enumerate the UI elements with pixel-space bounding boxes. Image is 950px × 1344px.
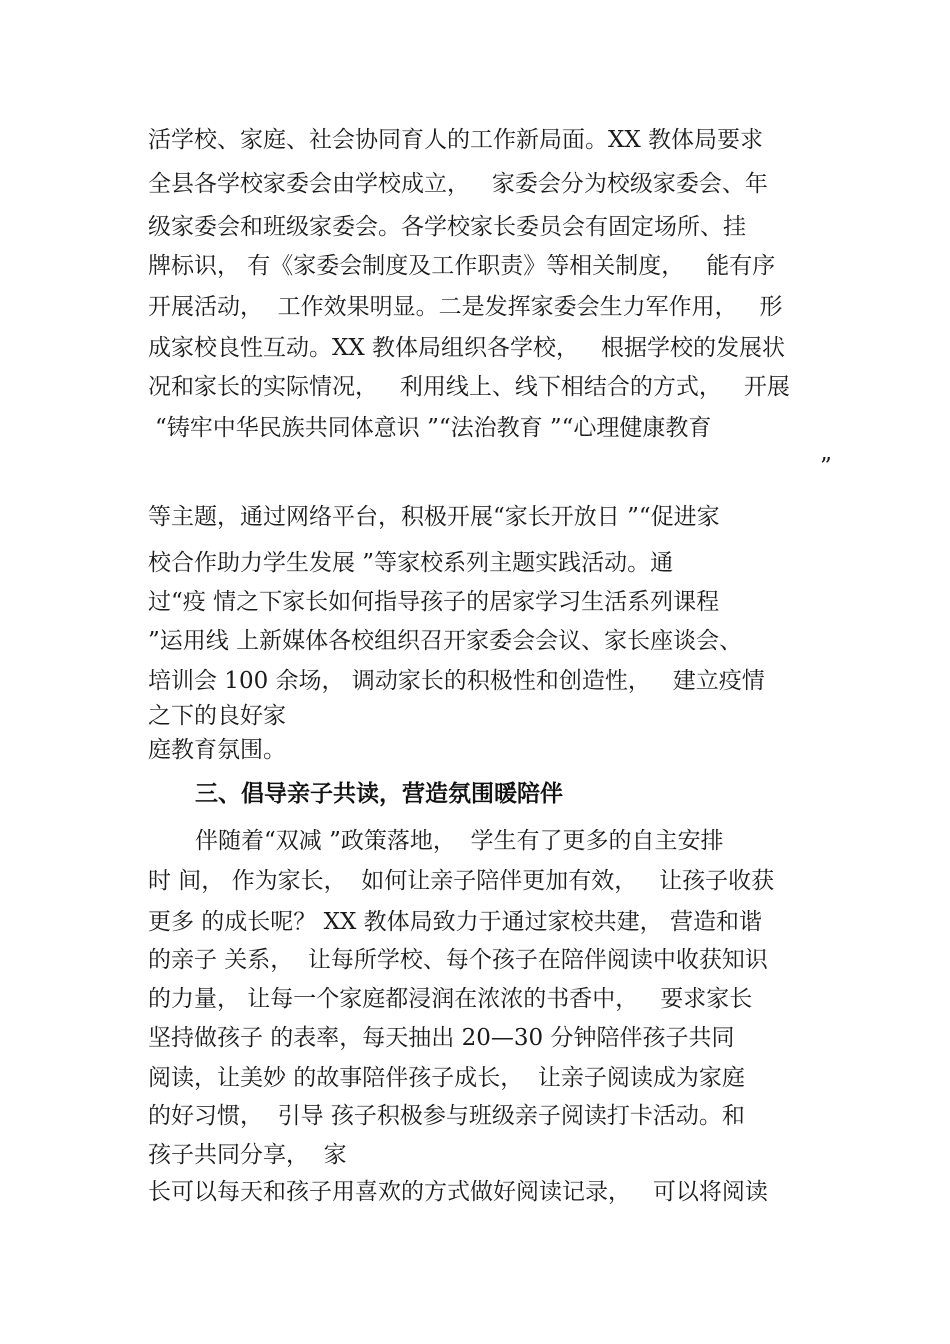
body-text-line: 孩子共同分享， 家	[148, 1142, 347, 1168]
body-text-line: 的好习惯， 引导 孩子积极参与班级亲子阅读打卡活动。和	[148, 1103, 745, 1129]
section-heading: 三、倡导亲子共读，营造氛围暖陪伴	[195, 781, 563, 807]
body-text-line: 培训会 100 余场， 调动家长的积极性和创造性， 建立疫情	[148, 668, 765, 694]
body-text-line: 更多 的成长呢？ XX 教体局致力于通过家校共建， 营造和谐	[148, 909, 762, 935]
body-text-line: 开展活动， 工作效果明显。二是发挥家委会生力军作用， 形	[148, 294, 783, 320]
body-text-line: 阅读，让美妙 的故事陪伴孩子成长， 让亲子阅读成为家庭	[148, 1065, 745, 1091]
body-text-line: 牌标识， 有《家委会制度及工作职责》等相关制度， 能有序	[148, 253, 776, 279]
body-text-line: 长可以每天和孩子用喜欢的方式做好阅读记录， 可以将阅读	[148, 1179, 768, 1205]
body-text-line: 坚持做孩子 的表率，每天抽出 20—30 分钟陪伴孩子共同	[148, 1025, 735, 1051]
body-text-line: 级家委会和班级家委会。各学校家长委员会有固定场所、挂	[148, 214, 746, 240]
body-text-line: 过“疫 情之下家长如何指导孩子的居家学习生活系列课程	[148, 589, 720, 615]
body-text-line: ”	[820, 454, 832, 480]
body-text-line: 伴随着“双减 ”政策落地， 学生有了更多的自主安排	[195, 828, 724, 854]
body-text-line: 成家校良性互动。XX 教体局组织各学校， 根据学校的发展状	[148, 335, 785, 361]
body-text-line: “铸牢中华民族共同体意识 ”“法治教育 ”“心理健康教育	[155, 415, 712, 441]
body-text-line: 时 间， 作为家长， 如何让亲子陪伴更加有效， 让孩子收获	[148, 868, 775, 894]
body-text-line: 况和家长的实际情况， 利用线上、线下相结合的方式， 开展	[148, 374, 790, 400]
body-text-line: 庭教育氛围。	[148, 737, 286, 763]
body-text-line: 活学校、家庭、社会协同育人的工作新局面。XX 教体局要求	[148, 127, 764, 153]
body-text-line: 之下的良好家	[148, 703, 286, 729]
body-text-line: 的力量， 让每一个家庭都浸润在浓浓的书香中， 要求家长	[148, 986, 753, 1012]
body-text-line: 等主题，通过网络平台，积极开展“家长开放日 ”“促进家	[148, 504, 720, 530]
body-text-line: 全县各学校家委会由学校成立， 家委会分为校级家委会、年	[148, 171, 768, 197]
body-text-line: 校合作助力学生发展 ”等家校系列主题实践活动。通	[148, 550, 674, 576]
body-text-line: ”运用线 上新媒体各校组织召开家委会会议、家长座谈会、	[148, 628, 743, 654]
body-text-line: 的亲子 关系， 让每所学校、每个孩子在陪伴阅读中收获知识	[148, 947, 768, 973]
